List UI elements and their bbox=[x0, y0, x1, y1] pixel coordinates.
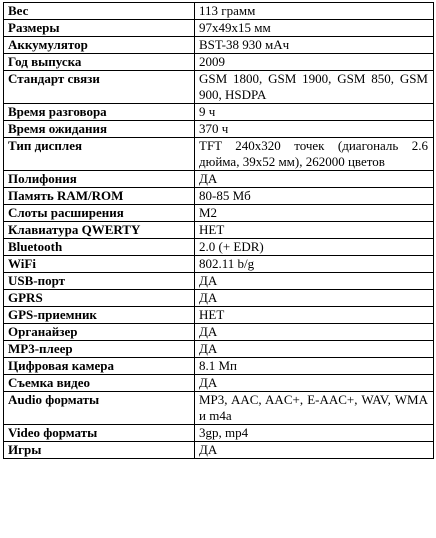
spec-value: 802.11 b/g bbox=[195, 256, 434, 273]
spec-row-weight bbox=[4, 3, 434, 20]
spec-row-standby-time bbox=[4, 121, 434, 138]
specifications-body bbox=[4, 3, 434, 459]
spec-value: ДА bbox=[195, 341, 434, 358]
spec-value: 3gp, mp4 bbox=[195, 425, 434, 442]
spec-label: GPRS bbox=[4, 290, 195, 307]
spec-label: Audio форматы bbox=[4, 392, 195, 425]
spec-label: Органайзер bbox=[4, 324, 195, 341]
spec-row-wifi bbox=[4, 256, 434, 273]
spec-row-usb-port bbox=[4, 273, 434, 290]
spec-row-digital-camera bbox=[4, 358, 434, 375]
spec-label: WiFi bbox=[4, 256, 195, 273]
spec-label: USB-порт bbox=[4, 273, 195, 290]
spec-value: ДА bbox=[195, 324, 434, 341]
spec-row-mp3-player bbox=[4, 341, 434, 358]
spec-value: ДА bbox=[195, 442, 434, 459]
spec-value: BST-38 930 мАч bbox=[195, 37, 434, 54]
spec-label: GPS-приемник bbox=[4, 307, 195, 324]
spec-row-gprs bbox=[4, 290, 434, 307]
spec-value: M2 bbox=[195, 205, 434, 222]
spec-label: Игры bbox=[4, 442, 195, 459]
spec-row-network-standard bbox=[4, 71, 434, 104]
spec-label: Слоты расширения bbox=[4, 205, 195, 222]
specifications-table bbox=[3, 2, 434, 459]
spec-row-audio-formats bbox=[4, 392, 434, 425]
spec-value: 370 ч bbox=[195, 121, 434, 138]
spec-label: Bluetooth bbox=[4, 239, 195, 256]
spec-value: 80-85 Мб bbox=[195, 188, 434, 205]
spec-label: Размеры bbox=[4, 20, 195, 37]
spec-value: 9 ч bbox=[195, 104, 434, 121]
spec-row-games bbox=[4, 442, 434, 459]
spec-row-polyphony bbox=[4, 171, 434, 188]
spec-label: Время разговора bbox=[4, 104, 195, 121]
spec-label: Съемка видео bbox=[4, 375, 195, 392]
spec-label: MP3-плеер bbox=[4, 341, 195, 358]
spec-label: Память RAM/ROM bbox=[4, 188, 195, 205]
spec-value: 113 грамм bbox=[195, 3, 434, 20]
spec-label: Полифония bbox=[4, 171, 195, 188]
spec-value: ДА bbox=[195, 171, 434, 188]
spec-row-gps-receiver bbox=[4, 307, 434, 324]
spec-row-dimensions bbox=[4, 20, 434, 37]
spec-row-video-formats bbox=[4, 425, 434, 442]
spec-label: Время ожидания bbox=[4, 121, 195, 138]
spec-row-battery bbox=[4, 37, 434, 54]
spec-value: GSM 1800, GSM 1900, GSM 850, GSM 900, HSDPA bbox=[195, 71, 434, 104]
spec-row-video-recording bbox=[4, 375, 434, 392]
spec-row-organizer bbox=[4, 324, 434, 341]
spec-row-expansion-slots bbox=[4, 205, 434, 222]
spec-label: Стандарт связи bbox=[4, 71, 195, 104]
spec-row-bluetooth bbox=[4, 239, 434, 256]
spec-label: Цифровая камера bbox=[4, 358, 195, 375]
spec-value: 97x49x15 мм bbox=[195, 20, 434, 37]
spec-label: Тип дисплея bbox=[4, 138, 195, 171]
spec-row-qwerty-keyboard bbox=[4, 222, 434, 239]
spec-label: Год выпуска bbox=[4, 54, 195, 71]
spec-value: НЕТ bbox=[195, 307, 434, 324]
spec-value: 2.0 (+ EDR) bbox=[195, 239, 434, 256]
spec-label: Клавиатура QWERTY bbox=[4, 222, 195, 239]
spec-value: MP3, AAC, AAC+, E-AAC+, WAV, WMA и m4a bbox=[195, 392, 434, 425]
spec-label: Video форматы bbox=[4, 425, 195, 442]
spec-row-talk-time bbox=[4, 104, 434, 121]
spec-value: ДА bbox=[195, 273, 434, 290]
spec-value: 2009 bbox=[195, 54, 434, 71]
spec-value: НЕТ bbox=[195, 222, 434, 239]
spec-label: Вес bbox=[4, 3, 195, 20]
spec-value: ДА bbox=[195, 290, 434, 307]
spec-value: ДА bbox=[195, 375, 434, 392]
spec-value: 8.1 Мп bbox=[195, 358, 434, 375]
spec-row-memory bbox=[4, 188, 434, 205]
spec-row-release-year bbox=[4, 54, 434, 71]
spec-label: Аккумулятор bbox=[4, 37, 195, 54]
spec-row-display-type bbox=[4, 138, 434, 171]
spec-value: TFT 240x320 точек (диагональ 2.6 дюйма, 39x52 мм), 262000 цветов bbox=[195, 138, 434, 171]
